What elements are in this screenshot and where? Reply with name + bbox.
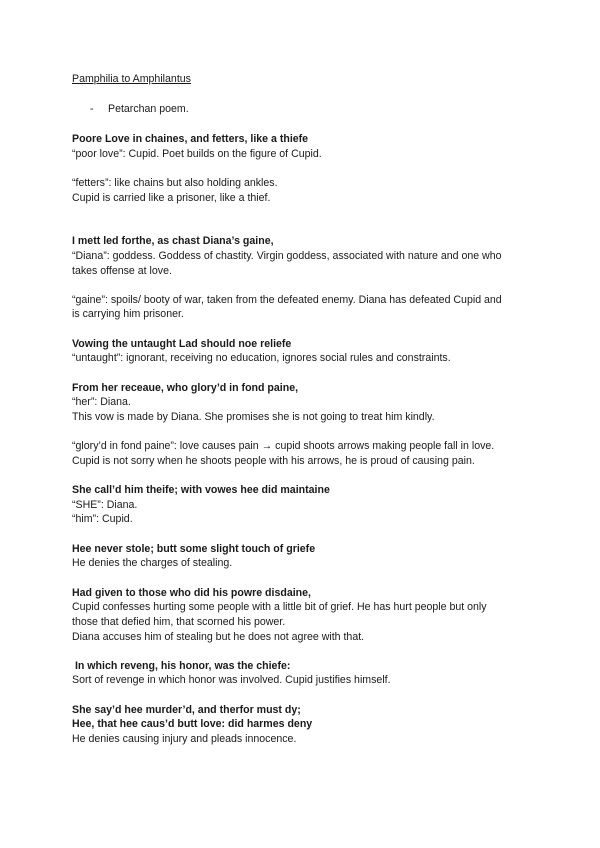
note-line: “Diana”: goddess. Goddess of chastity. Virgin goddess, associated with nature and one who <box>72 250 502 262</box>
verse-line-8: In which reveng, his honor, was the chiefe: <box>72 660 291 672</box>
verse-line-5: She call’d him theife; with vowes hee did maintaine <box>72 484 330 496</box>
note-line: those that defied him, that scorned his power. <box>72 616 286 628</box>
verse-line-2: I mett led forthe, as chast Diana’s gaine, <box>72 235 274 247</box>
note-line: “her”: Diana. <box>72 396 131 408</box>
note-line: “untaught”: ignorant, receiving no education, ignores social rules and constraints. <box>72 352 451 364</box>
verse-line-4: From her receaue, who glory’d in fond paine, <box>72 382 299 394</box>
verse-line-10: Hee, that hee caus’d butt love: did harmes deny <box>72 718 313 730</box>
note-line: “poor love”: Cupid. Poet builds on the figure of Cupid. <box>72 148 322 160</box>
note-line: “SHE”: Diana. <box>72 499 138 511</box>
note-line: is carrying him prisoner. <box>72 308 184 320</box>
note-line: “gaine”: spoils/ booty of war, taken from the defeated enemy. Diana has defeated Cupid and <box>72 294 502 306</box>
note-line: He denies the charges of stealing. <box>72 557 233 569</box>
bullet-dash: - <box>90 103 94 115</box>
note-line: Diana accuses him of stealing but he does not agree with that. <box>72 631 365 643</box>
note-line: “him”: Cupid. <box>72 513 133 525</box>
note-line: Sort of revenge in which honor was involved. Cupid justifies himself. <box>72 674 391 686</box>
verse-line-9: She say’d hee murder’d, and therfor must dy; <box>72 704 301 716</box>
verse-line-6: Hee never stole; butt some slight touch of griefe <box>72 543 316 555</box>
verse-line-1: Poore Love in chaines, and fetters, like a thiefe <box>72 133 309 145</box>
note-line: “glory’d in fond paine”: love causes pain → cupid shoots arrows making people fall in love. <box>72 440 495 452</box>
note-line: takes offense at love. <box>72 265 172 277</box>
doc-title: Pamphilia to Amphilantus <box>72 73 191 85</box>
note-line: Cupid is not sorry when he shoots people with his arrows, he is proud of causing pain. <box>72 455 475 467</box>
verse-line-7: Had given to those who did his powre disdaine, <box>72 587 311 599</box>
bullet-text: Petarchan poem. <box>108 103 189 115</box>
note-line: “fetters”: like chains but also holding ankles. <box>72 177 278 189</box>
note-line: He denies causing injury and pleads innocence. <box>72 733 297 745</box>
note-line: This vow is made by Diana. She promises she is not going to treat him kindly. <box>72 411 435 423</box>
verse-line-3: Vowing the untaught Lad should noe reliefe <box>72 338 292 350</box>
note-line: Cupid is carried like a prisoner, like a thief. <box>72 192 271 204</box>
note-line: Cupid confesses hurting some people with a little bit of grief. He has hurt people but only <box>72 601 487 613</box>
